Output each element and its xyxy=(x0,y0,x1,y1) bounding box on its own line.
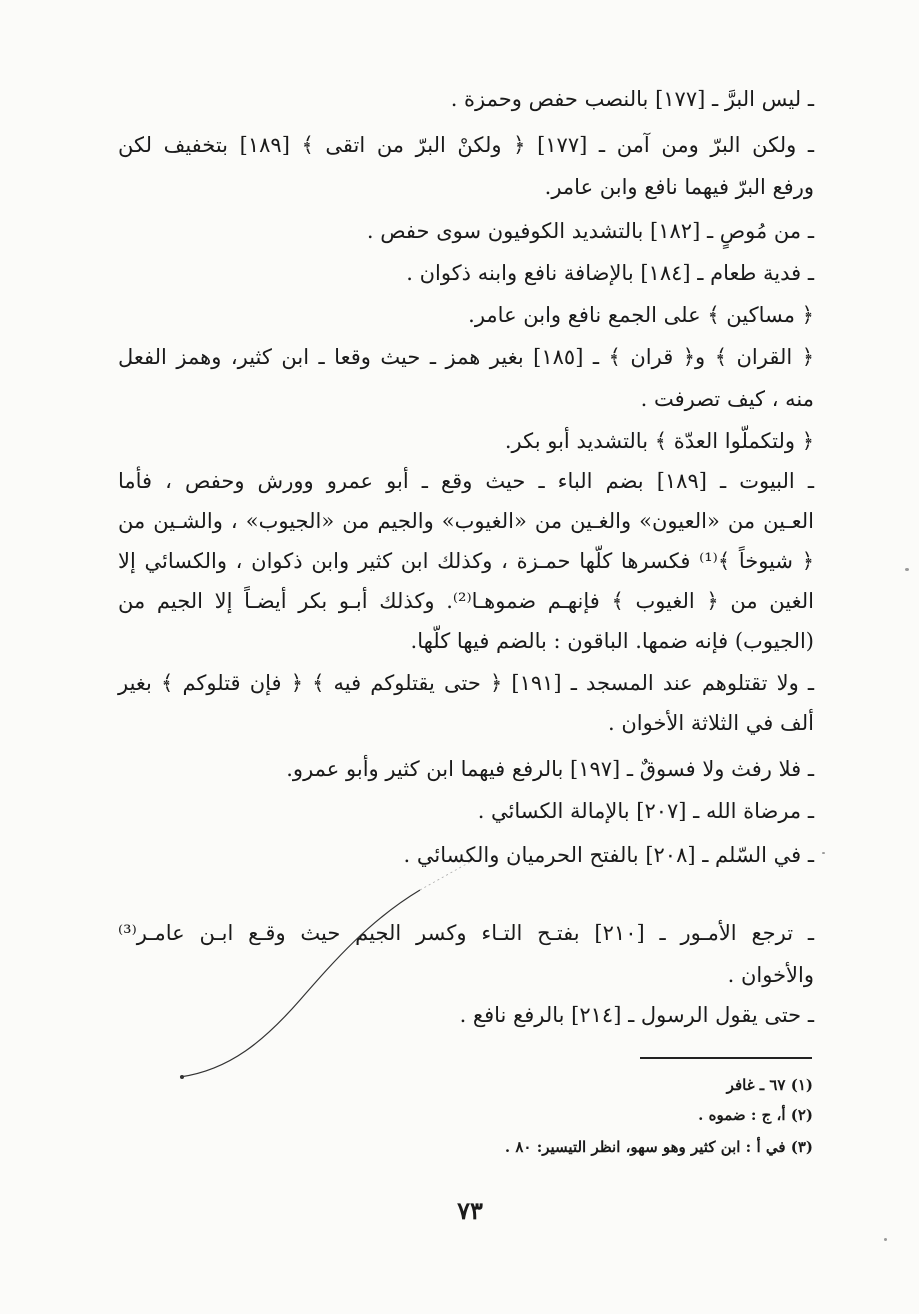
text-line: ـ حتى يقول الرسول ـ [٢١٤] بالرفع نافع . xyxy=(459,1003,814,1027)
text-line: ـ ولا تقتلوهم عند المسجد ـ [١٩١] ﴿ حتى يقتلوكم فيه ﴾ ﴿ فإن قتلوكم ﴾ بغير xyxy=(118,671,814,695)
text-line: ـ مرضاة الله ـ [٢٠٧] بالإمالة الكسائي . xyxy=(477,799,814,823)
scan-speck xyxy=(822,852,825,854)
text-line: ورفع البرّ فيهما نافع وابن عامر. xyxy=(544,175,814,199)
text-line: ـ البيوت ـ [١٨٩] بضم الباء ـ حيث وقع ـ أبو عمرو وورش وحفص ، فأما xyxy=(118,469,814,493)
text-line: ـ فلا رفث ولا فسوقٌ ـ [١٩٧] بالرفع فيهما ابن كثير وأبو عمرو. xyxy=(286,757,814,781)
footnote: (٢) أ، ج : ضموه . xyxy=(698,1106,813,1124)
scan-speck xyxy=(884,1238,887,1241)
text-line: ﴿ مساكين ﴾ على الجمع نافع وابن عامر. xyxy=(468,303,814,327)
text-line: ﴿ القران ﴾ و﴿ قران ﴾ ـ [١٨٥] بغير همز ـ حيث وقعا ـ ابن كثير، وهمز الفعل xyxy=(118,345,814,369)
text-line: العـين من «العيون» والغـين من «الغيوب» والجيم من «الجيوب» ، والشـين من xyxy=(118,509,814,533)
scan-speck xyxy=(905,568,909,571)
text-line: الغين من ﴿ الغيوب ﴾ فإنهـم ضموهـا⁽²⁾. وكذلك أبـو بكر أيضـاً إلا الجيم من xyxy=(118,589,814,613)
text-line: ﴿ ولتكملّوا العدّة ﴾ بالتشديد أبو بكر. xyxy=(504,429,814,453)
footnote: (٣) في أ : ابن كثير وهو سهو، انظر التيسير: ٨٠ . xyxy=(504,1138,813,1156)
text-line: ـ من مُوصٍ ـ [١٨٢] بالتشديد الكوفيون سوى حفص . xyxy=(366,219,814,243)
text-line: ـ ترجع الأمـور ـ [٢١٠] بفتـح التـاء وكسر الجيم حيث وقـع ابـن عامـر⁽³⁾ xyxy=(118,921,814,945)
page-number: ٧٣ xyxy=(457,1196,483,1225)
text-line: ـ ولكن البرّ ومن آمن ـ [١٧٧] ﴿ ولكنْ البرّ من اتقى ﴾ [١٨٩] بتخفيف لكن xyxy=(118,133,815,157)
text-line: ـ ليس البرَّ ـ [١٧٧] بالنصب حفص وحمزة . xyxy=(450,87,814,111)
footnote: (١) ٦٧ ـ غافر xyxy=(726,1076,813,1094)
text-line: ـ فدية طعام ـ [١٨٤] بالإضافة نافع وابنه ذكوان . xyxy=(406,261,814,285)
text-line: والأخوان . xyxy=(727,963,814,987)
text-line: ﴿ شيوخاً ﴾⁽¹⁾ فكسرها كلّها حمـزة ، وكذلك ابن كثير وابن ذكوان ، والكسائي إلا xyxy=(118,549,814,573)
text-line: (الجيوب) فإنه ضمها. الباقون : بالضم فيها كلّها. xyxy=(410,629,814,653)
text-line: ـ في السّلم ـ [٢٠٨] بالفتح الحرميان والكسائي . xyxy=(403,843,814,867)
text-line: منه ، كيف تصرفت . xyxy=(640,387,814,411)
text-line: ألف في الثلاثة الأخوان . xyxy=(608,711,814,735)
